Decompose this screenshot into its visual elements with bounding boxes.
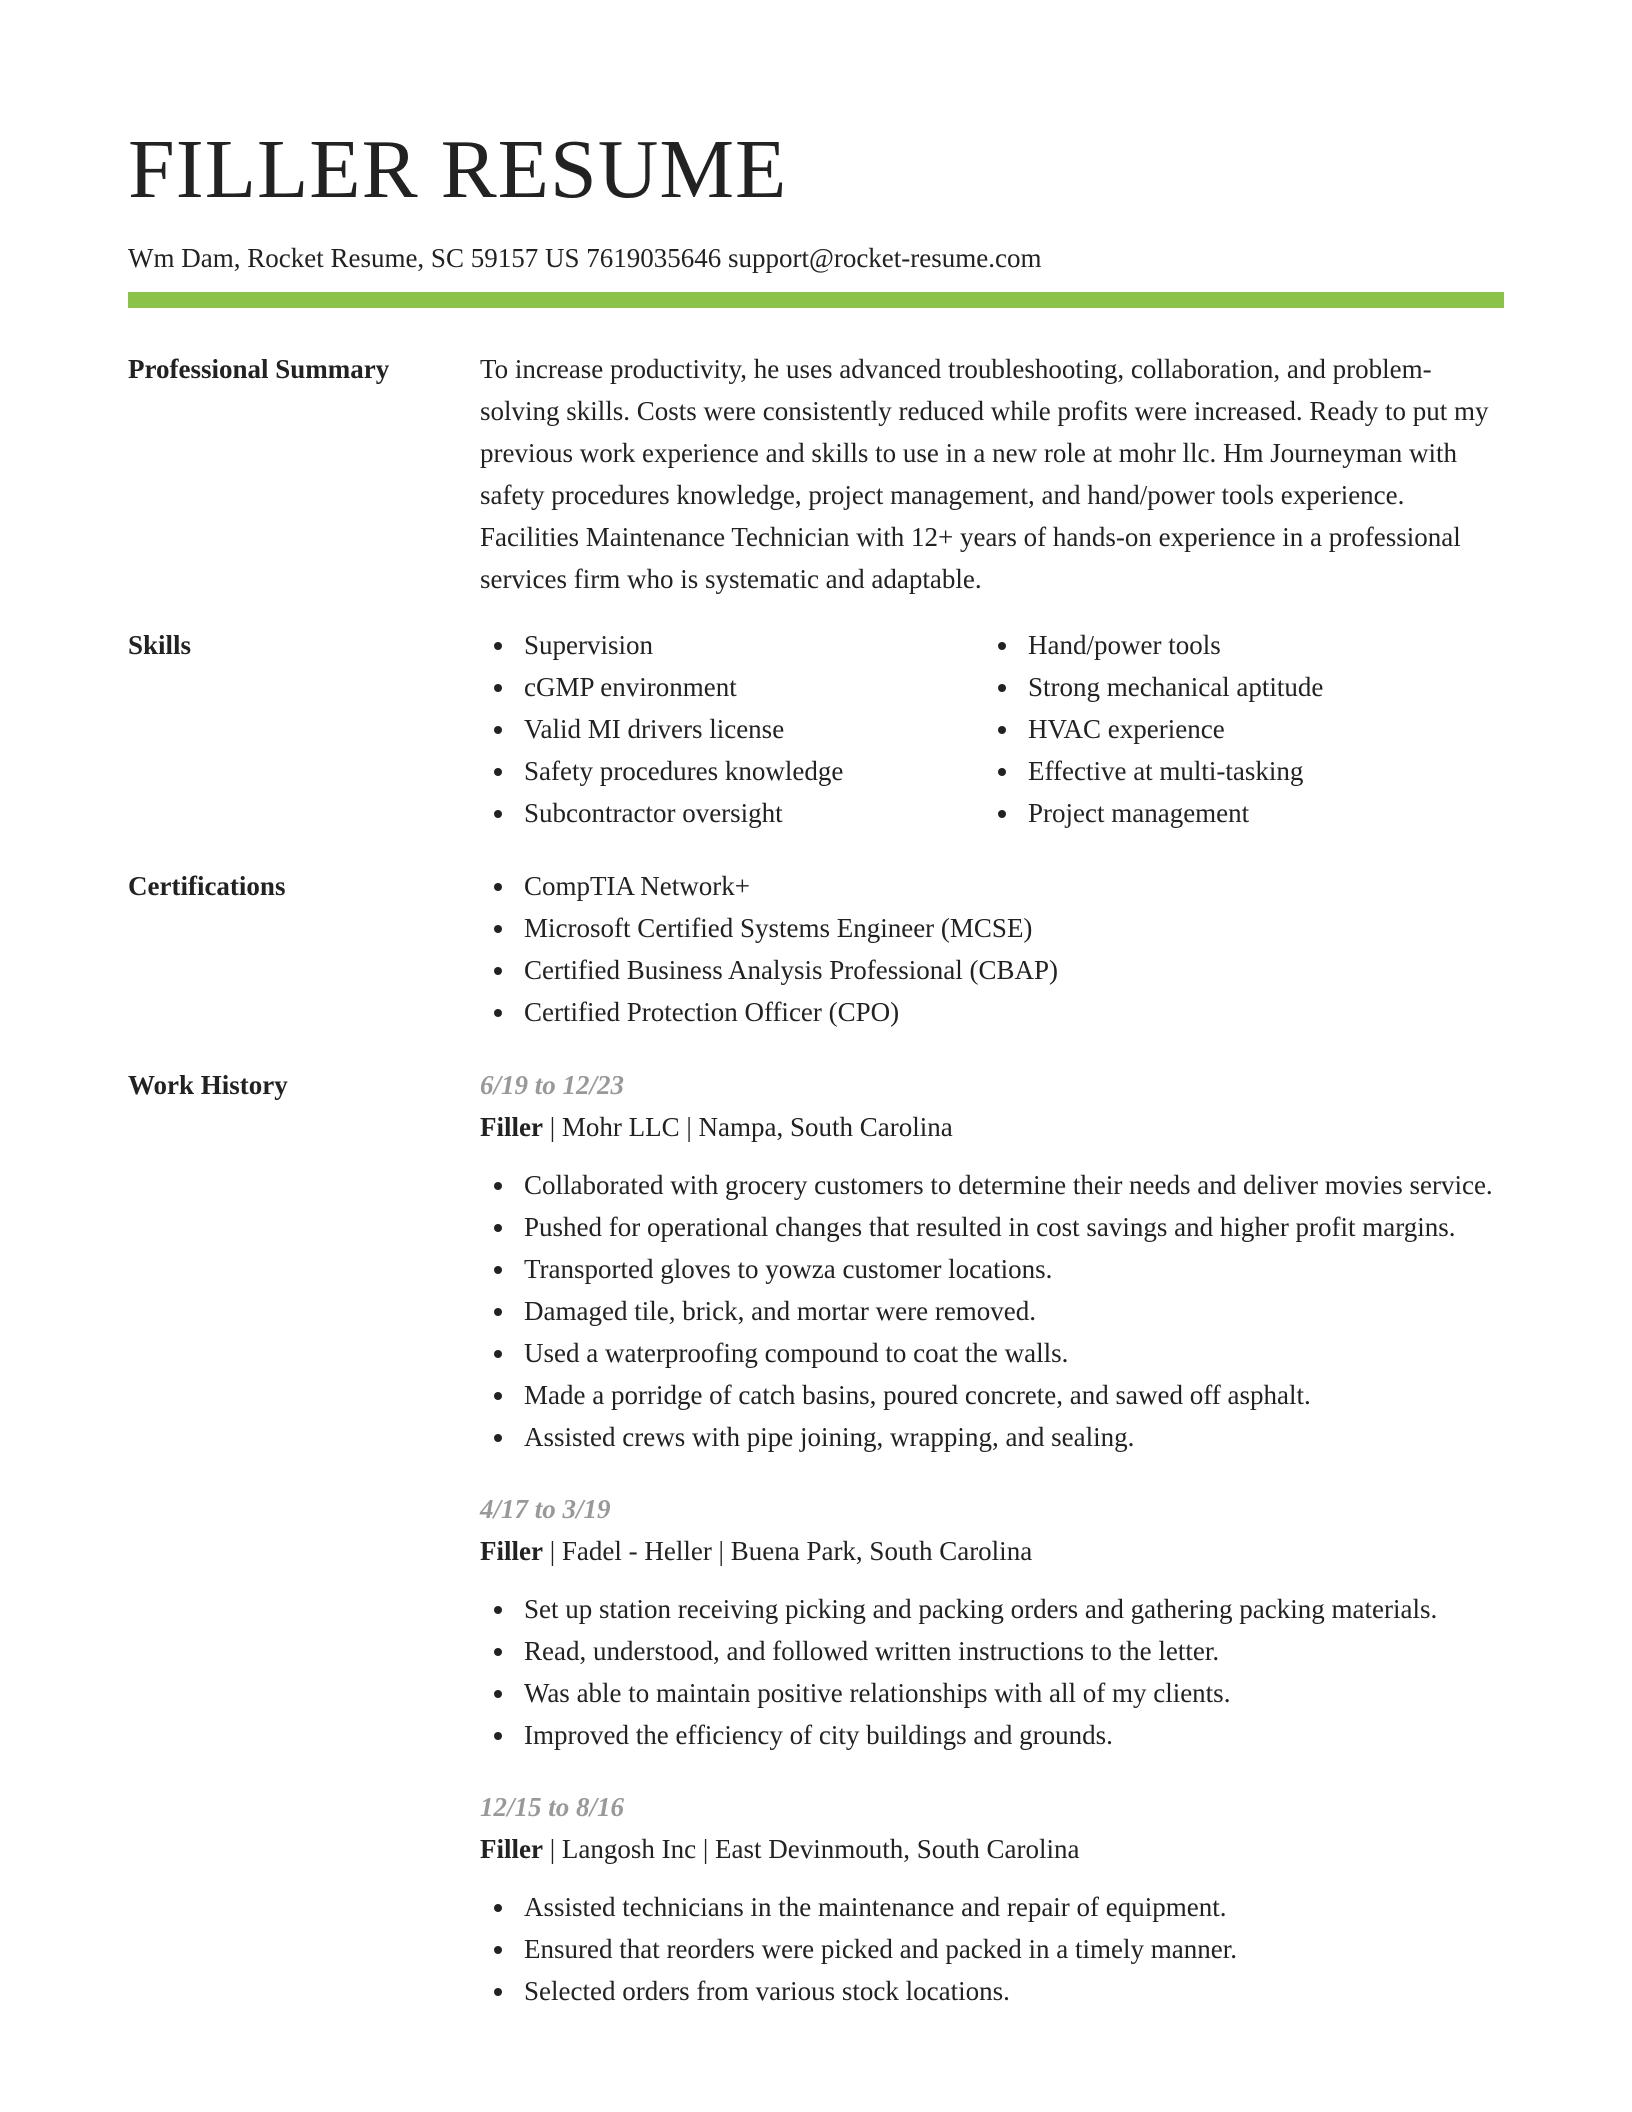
job-dates: 6/19 to 12/23 <box>480 1070 625 1100</box>
job-details: | Langosh Inc | East Devinmouth, South Carolina <box>542 1834 1080 1864</box>
job-details: | Fadel - Heller | Buena Park, South Carolina <box>542 1536 1033 1566</box>
contact-line: Wm Dam, Rocket Resume, SC 59157 US 7619035646 support@rocket-resume.com <box>128 243 1042 273</box>
job-bullet: Ensured that reorders were picked and packed in a timely manner. <box>480 1928 1504 1970</box>
certification-item: Certified Protection Officer (CPO) <box>480 991 1504 1033</box>
job-bullet: Collaborated with grocery customers to determine their needs and deliver movies service. <box>480 1164 1504 1206</box>
job-bullet: Was able to maintain positive relationships with all of my clients. <box>480 1672 1504 1714</box>
job-bullet: Used a waterproofing compound to coat the walls. <box>480 1332 1504 1374</box>
job-dates: 4/17 to 3/19 <box>480 1494 611 1524</box>
certifications-label: Certifications <box>128 871 286 901</box>
skill-item: Supervision <box>480 624 984 666</box>
job-bullet: Assisted crews with pipe joining, wrapping, and sealing. <box>480 1416 1504 1458</box>
skill-item: Safety procedures knowledge <box>480 750 984 792</box>
job-bullet: Selected orders from various stock locations. <box>480 1970 1504 2012</box>
summary-text: To increase productivity, he uses advanced troubleshooting, collaboration, and problem-solving skills. Costs were consistently reduced while profits were increased. Ready to put my previous work experience and skills to use in a new role at mohr llc. Hm Journeyman with safety procedures knowledge, project management, and hand/power tools experience. Facilities Maintenance Technician with 12+ years of hands-on experience in a professional services firm who is systematic and adaptable. <box>480 354 1489 594</box>
skills-list-left <box>480 624 984 834</box>
job-bullet: Damaged tile, brick, and mortar were removed. <box>480 1290 1504 1332</box>
job-heading <box>480 1530 1504 1572</box>
work-history-section <box>128 1064 1504 2012</box>
certification-item: CompTIA Network+ <box>480 865 1504 907</box>
job-bullets <box>480 1164 1504 1458</box>
summary-label: Professional Summary <box>128 354 390 384</box>
skill-item: Project management <box>984 792 1488 834</box>
certifications-list <box>480 865 1504 1033</box>
work-history-label: Work History <box>128 1070 288 1100</box>
certifications-section <box>128 865 1504 1033</box>
skill-item: HVAC experience <box>984 708 1488 750</box>
certification-item: Certified Business Analysis Professional (CBAP) <box>480 949 1504 991</box>
job-bullet: Improved the efficiency of city buildings and grounds. <box>480 1714 1504 1756</box>
job-entry <box>480 1064 1504 1458</box>
job-entry <box>480 1786 1504 2012</box>
resume-page <box>128 120 1504 2012</box>
resume-name: FILLER RESUME <box>128 123 788 216</box>
job-bullet: Transported gloves to yowza customer locations. <box>480 1248 1504 1290</box>
skill-item: Subcontractor oversight <box>480 792 984 834</box>
job-entry <box>480 1488 1504 1756</box>
job-title: Filler <box>480 1536 543 1566</box>
job-bullet: Set up station receiving picking and packing orders and gathering packing materials. <box>480 1588 1504 1630</box>
job-bullet: Made a porridge of catch basins, poured concrete, and sawed off asphalt. <box>480 1374 1504 1416</box>
job-heading <box>480 1106 1504 1148</box>
job-title: Filler <box>480 1834 543 1864</box>
skill-item: Hand/power tools <box>984 624 1488 666</box>
job-dates: 12/15 to 8/16 <box>480 1792 625 1822</box>
job-details: | Mohr LLC | Nampa, South Carolina <box>542 1112 953 1142</box>
certification-item: Microsoft Certified Systems Engineer (MCSE) <box>480 907 1504 949</box>
skills-section <box>128 624 1504 834</box>
job-bullet: Read, understood, and followed written instructions to the letter. <box>480 1630 1504 1672</box>
job-heading <box>480 1828 1504 1870</box>
skill-item: Valid MI drivers license <box>480 708 984 750</box>
job-bullet: Pushed for operational changes that resulted in cost savings and higher profit margins. <box>480 1206 1504 1248</box>
skill-item: Effective at multi-tasking <box>984 750 1488 792</box>
job-bullets <box>480 1886 1504 2012</box>
summary-section <box>128 348 1504 600</box>
skill-item: Strong mechanical aptitude <box>984 666 1488 708</box>
job-bullet: Assisted technicians in the maintenance and repair of equipment. <box>480 1886 1504 1928</box>
job-title: Filler <box>480 1112 543 1142</box>
job-bullets <box>480 1588 1504 1756</box>
skill-item: cGMP environment <box>480 666 984 708</box>
accent-divider <box>128 292 1504 308</box>
skills-label: Skills <box>128 630 192 660</box>
skills-list-right <box>984 624 1488 834</box>
